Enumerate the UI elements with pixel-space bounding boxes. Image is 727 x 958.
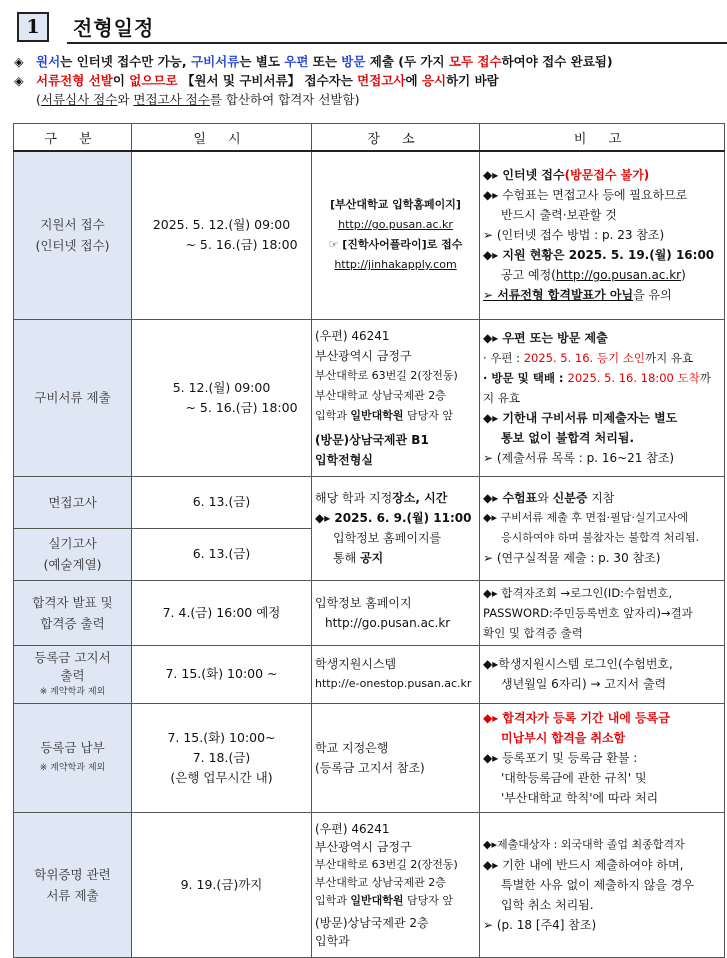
remarks-cell: ◆▸학생지원시스템 로그인(수험번호, 생년월일 6자리) → 고지서 출력: [480, 645, 725, 703]
diamond-bullet-icon: ◈: [14, 54, 24, 69]
notice-block: [14, 52, 726, 109]
table-row-documents: [14, 319, 725, 476]
date-cell: 6. 13.(금): [132, 476, 312, 528]
table-row-degree: [14, 812, 725, 957]
notice-line-3: (서류심사 점수와 면접고사 점수를 합산하여 합격자 선발함): [36, 92, 360, 107]
homepage-link[interactable]: http://go.pusan.ac.kr: [338, 218, 453, 232]
date-cell: 5. 12.(월) 09:00 ~ 5. 16.(금) 18:00: [132, 319, 312, 476]
table-row-result: [14, 580, 725, 645]
remarks-cell: ◆▸제출대상자 : 외국대학 졸업 최종합격자 ◆▸ 기한 내에 반드시 제출하여야 하며, 특별한 사유 없이 제출하지 않을 경우 입학 취소 처리됨. ➢ (p. 18 [주4] 참조): [480, 812, 725, 957]
table-row-interview: [14, 476, 725, 528]
notice-line-2: ◈ 서류전형 선발이 없으므로 【원서 및 구비서류】 접수자는 면접고사에 응시하기 바람: [14, 73, 499, 88]
category-cell: 면접고사: [14, 476, 132, 528]
table-row-notice: [14, 645, 725, 703]
category-cell: 구비서류 제출: [14, 319, 132, 476]
category-cell: 지원서 접수 (인터넷 접수): [14, 151, 132, 319]
header-place: 장 소: [312, 124, 480, 152]
header-category: 구 분: [14, 124, 132, 152]
table-row-application: [14, 151, 725, 319]
remarks-cell: ◆▸ 수험표와 신분증 지참 ◆▸ 구비서류 제출 후 면접·필답·실기고사에 응시하여야 하며 불참자는 불합격 처리됨. ➢ (연구실적물 제출 : p. 30 참조): [480, 476, 725, 580]
section-title: 전형일정: [73, 16, 155, 40]
date-cell: 7. 15.(화) 10:00~ 7. 18.(금) (은행 업무시간 내): [132, 703, 312, 812]
category-cell: 등록금 고지서 출력 ※ 계약학과 제외: [14, 645, 132, 703]
place-cell: (우편) 46241 부산광역시 금정구 부산대학로 63번길 2(장전동) 부산대학교 상남국제관 2층 입학과 일반대학원 담당자 앞 (방문)상남국제관 2층 입학과: [312, 812, 480, 957]
place-cell: 학교 지정은행 (등록금 고지서 참조): [312, 703, 480, 812]
section-heading: [17, 12, 721, 44]
place-cell: 입학정보 홈페이지 http://go.pusan.ac.kr: [312, 580, 480, 645]
remarks-cell: ◆▸ 합격자가 등록 기간 내에 등록금 미납부시 합격을 취소함 ◆▸ 등록포기 및 등록금 환불 : '대학등록금에 관한 규칙' 및 '부산대학교 학칙'에 따라 처리: [480, 703, 725, 812]
schedule-table: [13, 123, 725, 958]
onestop-link[interactable]: http://e-onestop.pusan.ac.kr: [315, 677, 472, 690]
remarks-cell: ◆▸ 인터넷 접수(방문접수 불가) ◆▸ 수험표는 면접고사 등에 필요하므로 반드시 출력·보관할 것 ➢ (인터넷 접수 방법 : p. 23 참조) ◆▸ 지원 현황은 2025. 5. 19.(월) 16:00 공고 예정(http://go.pusan.ac.kr) ➢ 서류전형 합격발표가 아님을 유의: [480, 151, 725, 319]
diamond-bullet-icon: ◈: [14, 73, 24, 88]
category-cell: 합격자 발표 및 합격증 출력: [14, 580, 132, 645]
place-cell: 학생지원시스템 http://e-onestop.pusan.ac.kr: [312, 645, 480, 703]
header-datetime: 일 시: [132, 124, 312, 152]
category-cell: 학위증명 관련 서류 제출: [14, 812, 132, 957]
table-row-payment: [14, 703, 725, 812]
remarks-cell: ◆▸ 합격자조회 →로그인(ID:수험번호, PASSWORD:주민등록번호 앞자리)→결과 확인 및 합격증 출력: [480, 580, 725, 645]
category-cell: 실기고사 (예술계열): [14, 528, 132, 580]
jinhakapply-link[interactable]: http://jinhakapply.com: [334, 258, 457, 272]
date-cell: 9. 19.(금)까지: [132, 812, 312, 957]
place-cell: 해당 학과 지정장소, 시간 ◆▸ 2025. 6. 9.(월) 11:00 입학정보 홈페이지를 통해 공지: [312, 476, 480, 580]
date-cell: 7. 15.(화) 10:00 ~: [132, 645, 312, 703]
place-cell: [부산대학교 입학홈페이지] http://go.pusan.ac.kr ☞ [진학사어플라이]로 접수 http://jinhakapply.com: [312, 151, 480, 319]
result-link[interactable]: http://go.pusan.ac.kr: [325, 615, 451, 630]
category-cell: 등록금 납부 ※ 계약학과 제외: [14, 703, 132, 812]
section-number: 1: [17, 12, 49, 42]
date-cell: 7. 4.(금) 16:00 예정: [132, 580, 312, 645]
header-remarks: 비 고: [480, 124, 725, 152]
table-header-row: [14, 124, 725, 152]
remarks-cell: ◆▸ 우편 또는 방문 제출 · 우편 : 2025. 5. 16. 등기 소인까지 유효 · 방문 및 택배 : 2025. 5. 16. 18:00 도착까지 유효 ◆▸ 기한내 구비서류 미제출자는 별도 통보 없이 불합격 처리됨. ➢ (제출서류 목록 : p. 16~21 참조): [480, 319, 725, 476]
title-underline: [67, 42, 727, 44]
place-cell: (우편) 46241 부산광역시 금정구 부산대학로 63번길 2(장전동) 부산대학교 상남국제관 2층 입학과 일반대학원 담당자 앞 (방문)상남국제관 B1 입학전형실: [312, 319, 480, 476]
date-cell: 6. 13.(금): [132, 528, 312, 580]
notice-line-1: ◈ 원서는 인터넷 접수만 가능, 구비서류는 별도 우편 또는 방문 제출 (두 가지 모두 접수하여야 접수 완료됨): [14, 54, 613, 69]
status-link[interactable]: http://go.pusan.ac.kr: [555, 268, 682, 283]
date-cell: 2025. 5. 12.(월) 09:00 ~ 5. 16.(금) 18:00: [132, 151, 312, 319]
